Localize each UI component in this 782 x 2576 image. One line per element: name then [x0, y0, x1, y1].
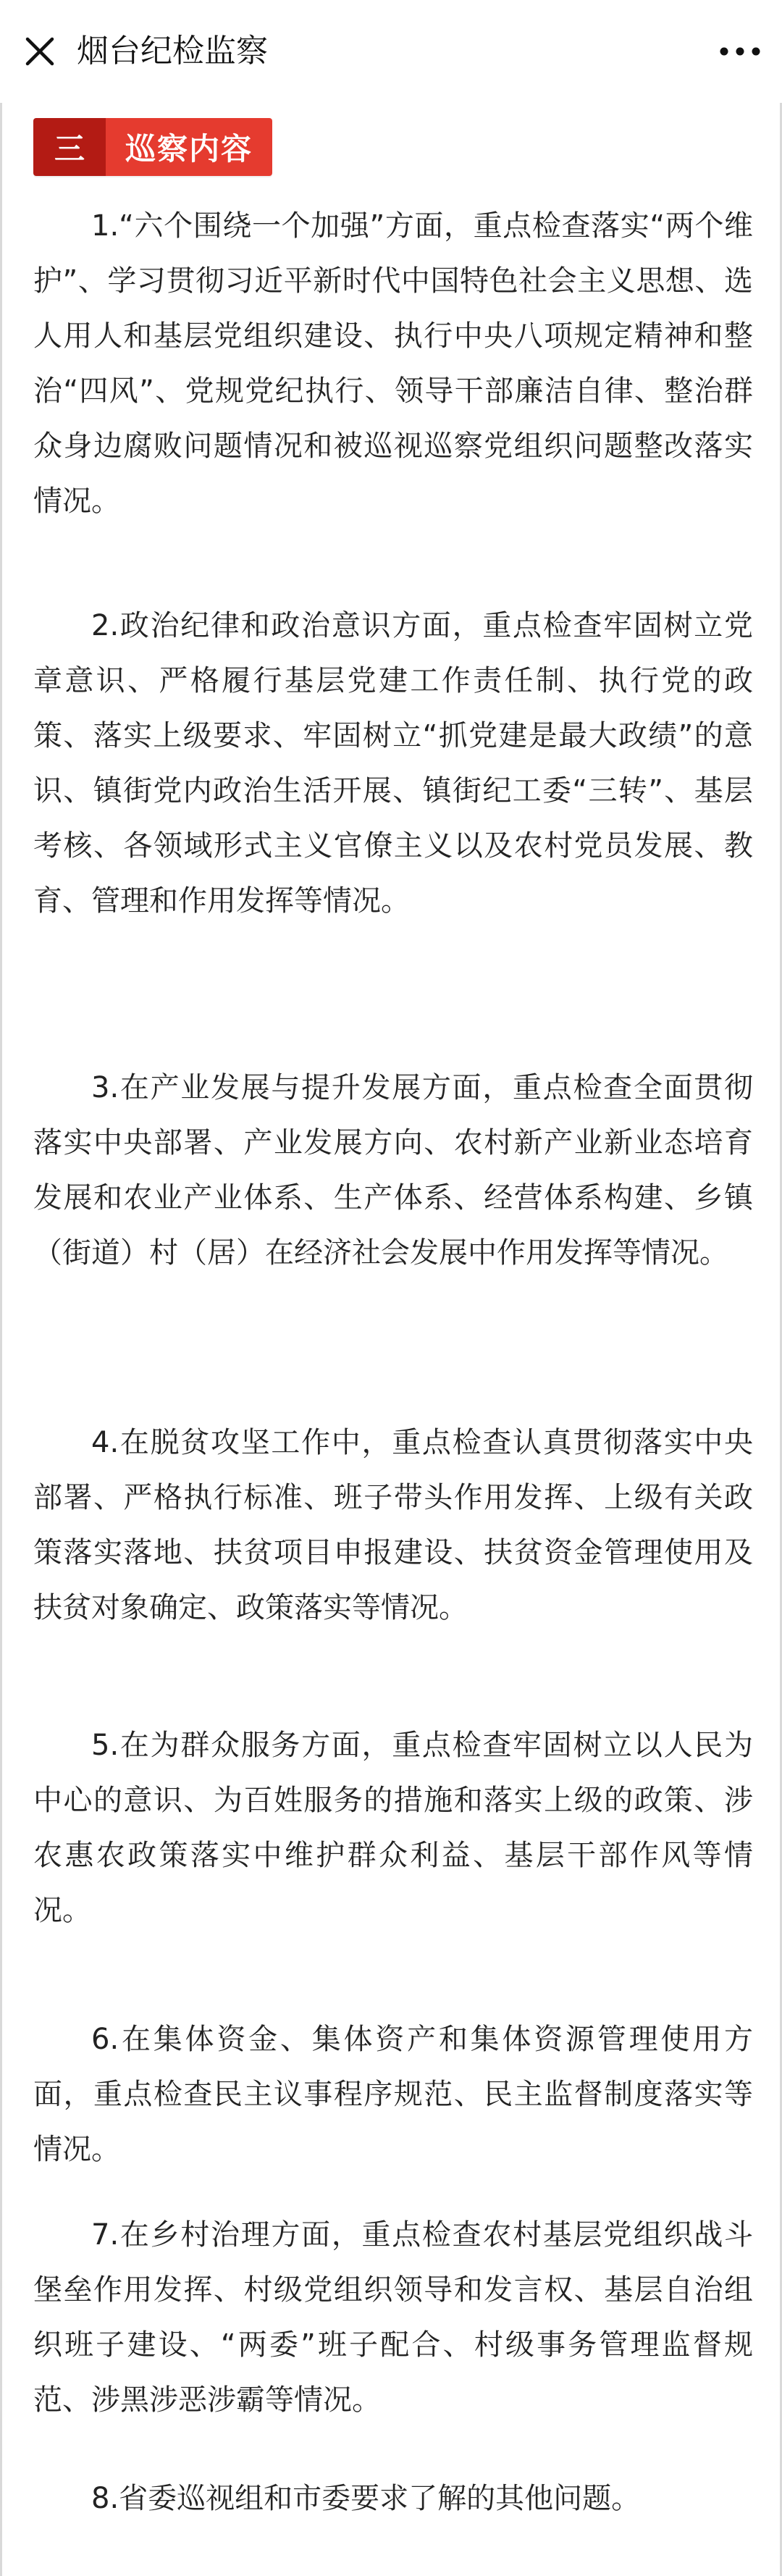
paragraph-1: 1.“六个围绕一个加强”方面，重点检查落实“两个维护”、学习贯彻习近平新时代中国特色社会主义思想、选人用人和基层党组织建设、执行中央八项规定精神和整治“四风”、党规党纪执行、领导干部廉洁自律、整治群众身边腐败问题情况和被巡视巡察党组织问题整改落实情况。 — [33, 209, 753, 518]
more-button[interactable] — [711, 28, 769, 75]
paragraph-4: 4.在脱贫攻坚工作中，重点检查认真贯彻落实中央部署、严格执行标准、班子带头作用发挥、上级有关政策落实落地、扶贫项目申报建设、扶贫资金管理使用及扶贫对象确定、政策落实等情况。 — [33, 1426, 753, 1624]
paragraph-3: 3.在产业发展与提升发展方面，重点检查全面贯彻落实中央部署、产业发展方向、农村新产业新业态培育发展和农业产业体系、生产体系、经营体系构建、乡镇（街道）村（居）在经济社会发展中作用发挥等情况。 — [33, 1071, 753, 1270]
section-number: 三 — [33, 118, 106, 176]
article-content — [0, 103, 782, 2576]
paragraph-8: 8.省委巡视组和市委要求了解的其他问题。 — [91, 2482, 641, 2515]
close-icon — [23, 35, 56, 68]
paragraph-5: 5.在为群众服务方面，重点检查牢固树立以人民为中心的意识、为百姓服务的措施和落实上级的政策、涉农惠农政策落实中维护群众利益、基层干部作风等情况。 — [33, 1729, 753, 1927]
section-header — [33, 118, 272, 176]
paragraph-2: 2.政治纪律和政治意识方面，重点检查牢固树立党章意识、严格履行基层党建工作责任制、执行党的政策、落实上级要求、牢固树立“抓党建是最大政绩”的意识、镇街党内政治生活开展、镇街纪工委“三转”、基层考核、各领域形式主义官僚主义以及农村党员发展、教育、管理和作用发挥等情况。 — [33, 609, 753, 918]
more-icon — [718, 46, 762, 57]
close-button[interactable] — [16, 28, 64, 75]
top-bar — [0, 0, 782, 103]
paragraph-6: 6.在集体资金、集体资产和集体资源管理使用方面，重点检查民主议事程序规范、民主监督制度落实等情况。 — [33, 2023, 753, 2166]
page-title: 烟台纪检监察 — [77, 33, 268, 70]
section-title: 巡察内容 — [106, 118, 272, 176]
paragraph-7: 7.在乡村治理方面，重点检查农村基层党组织战斗堡垒作用发挥、村级党组织领导和发言权、基层自治组织班子建设、“两委”班子配合、村级事务管理监督规范、涉黑涉恶涉霸等情况。 — [33, 2218, 753, 2417]
